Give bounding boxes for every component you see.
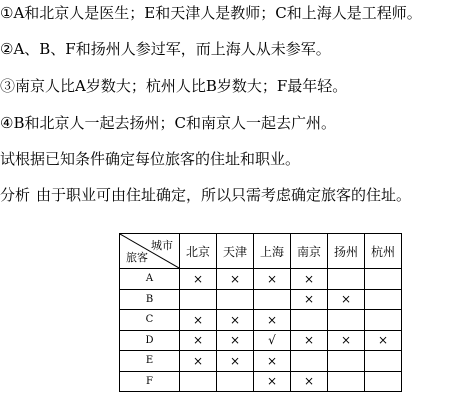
table-cell: × [180, 269, 217, 290]
table-corner-cell [120, 234, 180, 269]
table-row [120, 310, 402, 331]
city-header: 杭州 [365, 234, 402, 269]
traveler-label: F [120, 371, 180, 392]
table-row [120, 269, 402, 290]
table-cell [328, 351, 365, 372]
question-text: 试根据已知条件确定每位旅客的住址和职业。 [0, 150, 301, 168]
table-header-row [120, 234, 402, 269]
statement-2: ②A、B、F和扬州人参过军，而上海人从未参军。 [0, 40, 331, 58]
table-cell: × [254, 351, 291, 372]
table-cell: × [328, 330, 365, 351]
analysis-text: 由于职业可由住址确定，所以只需考虑确定旅客的住址。 [36, 186, 412, 204]
city-header: 北京 [180, 234, 217, 269]
table-cell: × [217, 310, 254, 331]
table-cell [254, 289, 291, 310]
table-cell: × [254, 371, 291, 392]
table-cell: × [180, 330, 217, 351]
table-cell: × [291, 330, 328, 351]
table-cell [217, 371, 254, 392]
table-cell [328, 269, 365, 290]
table-cell [180, 371, 217, 392]
table-cell [365, 351, 402, 372]
table-cell: × [291, 289, 328, 310]
table-row [120, 371, 402, 392]
table-cell [365, 310, 402, 331]
table-cell [291, 310, 328, 331]
table-row [120, 330, 402, 351]
table-cell: × [217, 351, 254, 372]
table-cell [365, 371, 402, 392]
table-cell [328, 310, 365, 331]
table-cell [365, 289, 402, 310]
table-cell: × [254, 310, 291, 331]
analysis-label: 分析 [0, 186, 31, 204]
analysis-line [0, 186, 411, 204]
traveler-label: B [120, 289, 180, 310]
table-cell: × [291, 269, 328, 290]
table-cell: × [328, 289, 365, 310]
table-cell: × [180, 310, 217, 331]
table-cell: × [254, 269, 291, 290]
city-header: 扬州 [328, 234, 365, 269]
residence-table [119, 233, 402, 392]
table-cell [180, 289, 217, 310]
table-cell [328, 371, 365, 392]
table-row [120, 351, 402, 372]
city-header: 上海 [254, 234, 291, 269]
table-cell [365, 269, 402, 290]
city-header-label: 城市 [151, 239, 173, 252]
statement-1: ①A和北京人是医生；E和天津人是教师；C和上海人是工程师。 [0, 4, 422, 22]
traveler-label: D [120, 330, 180, 351]
table-cell: × [180, 351, 217, 372]
table-cell: × [217, 269, 254, 290]
table-cell: × [291, 371, 328, 392]
traveler-label: C [120, 310, 180, 331]
table-cell: √ [254, 330, 291, 351]
table-cell [217, 289, 254, 310]
table-cell: × [217, 330, 254, 351]
traveler-label: A [120, 269, 180, 290]
statement-3: ③南京人比A岁数大；杭州人比B岁数大；F最年轻。 [0, 77, 348, 95]
traveler-label: E [120, 351, 180, 372]
traveler-header-label: 旅客 [126, 251, 148, 264]
city-header: 天津 [217, 234, 254, 269]
table-row [120, 289, 402, 310]
table-cell: × [365, 330, 402, 351]
statement-4: ④B和北京人一起去扬州；C和南京人一起去广州。 [0, 114, 336, 132]
table-cell [291, 351, 328, 372]
city-header: 南京 [291, 234, 328, 269]
